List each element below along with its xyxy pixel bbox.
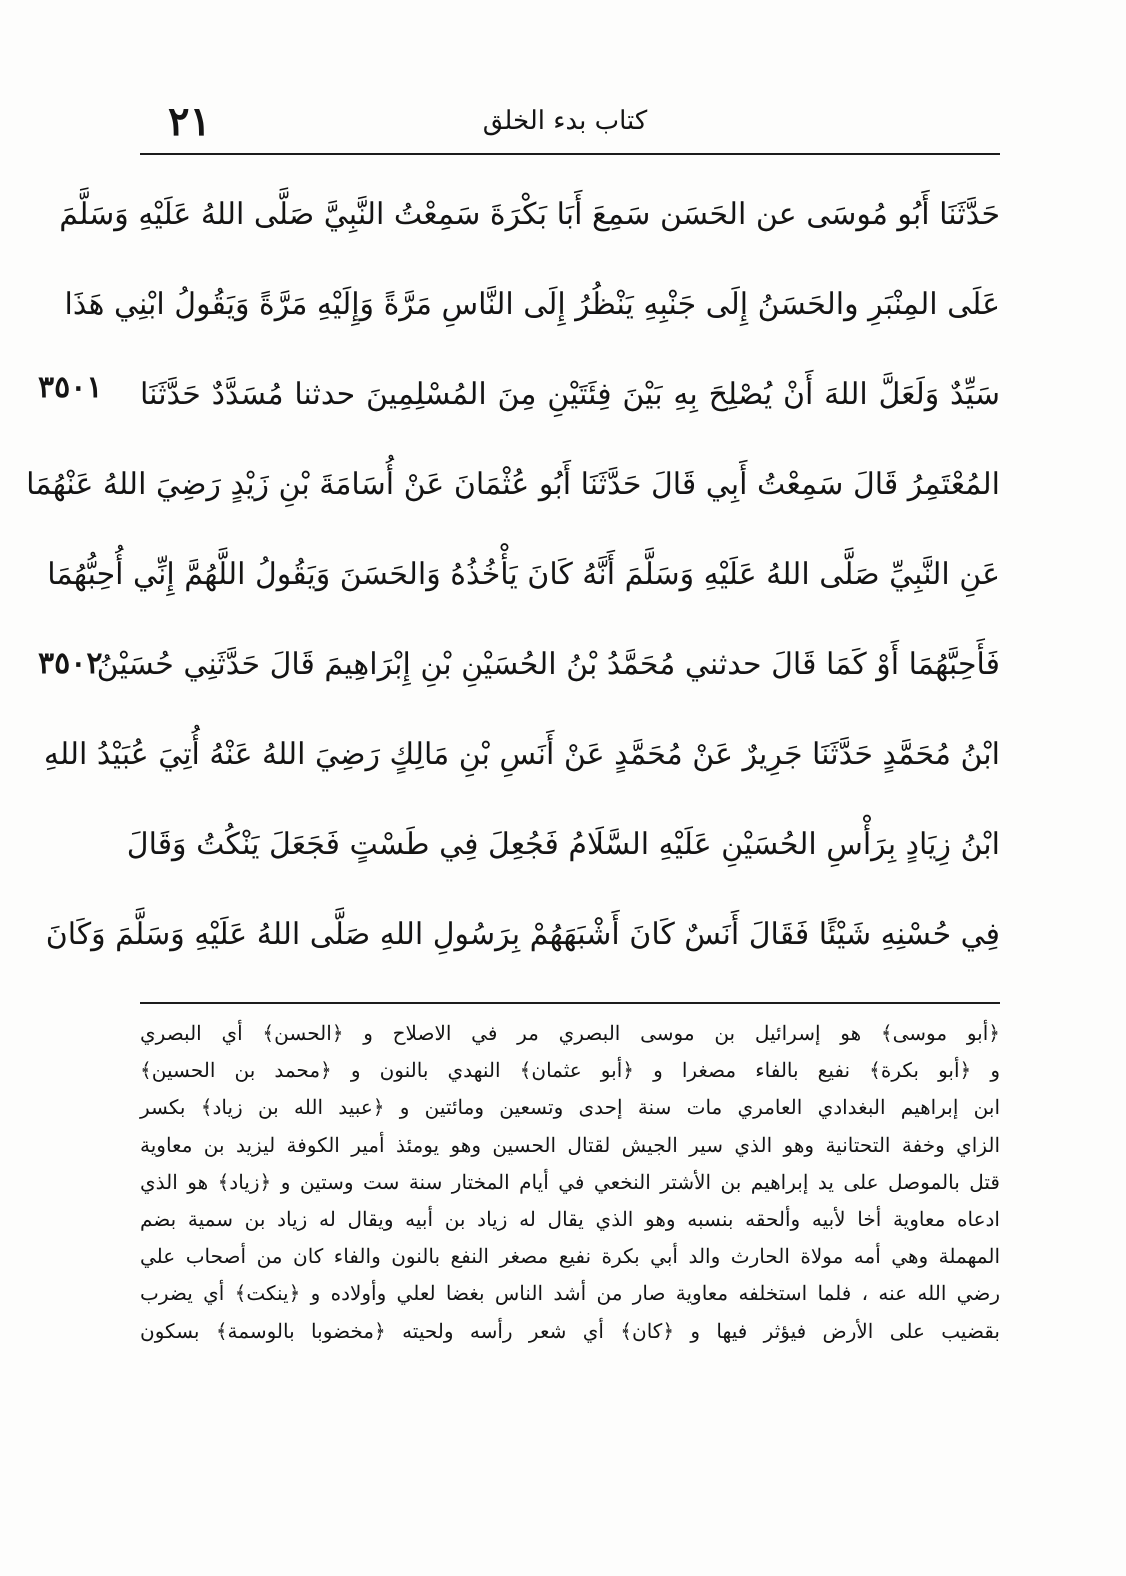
footnote-line-9: بقضيب على الأرض فيؤثر فيها و ﴿كان﴾ أي شعر رأسه ولحيته ﴿مخضوبا بالوسمة﴾ بسكون	[140, 1318, 1000, 1343]
main-line-6: فَأَحِبَّهُمَا أَوْ كَمَا قَالَ حدثني مُحَمَّدُ بْنُ الحُسَيْنِ بْنِ إِبْرَاهِيمَ قَالَ حَدَّثَنِي حُسَيْنُ	[96, 647, 1000, 682]
footnote-line-2: و ﴿أبو بكرة﴾ نفيع بالفاء مصغرا و ﴿أبو عثمان﴾ النهدي بالنون و ﴿محمد بن الحسين﴾	[140, 1058, 1000, 1083]
main-line-8: ابْنُ زِيَادٍ بِرَأْسِ الحُسَيْنِ عَلَيْهِ السَّلَامُ فَجُعِلَ فِي طَسْتٍ فَجَعَلَ يَنْكُتُ وَقَالَ	[126, 827, 1000, 862]
footnote-line-7: المهملة وهي أمه مولاة الحارث والد أبي بكرة نفيع مصغر النفع بالنون والفاء كان من أصحاب علي	[140, 1244, 1000, 1269]
main-line-2: عَلَى المِنْبَرِ والحَسَنُ إِلَى جَنْبِهِ يَنْظُرُ إِلَى النَّاسِ مَرَّةً وَإِلَيْهِ مَرَّةً وَيَقُولُ ابْنِي هَذَا	[64, 287, 1000, 322]
footnote-line-4: الزاي وخفة التحتانية وهو الذي سير الجيش لقتال الحسين وهو يومئذ أمير الكوفة ليزيد بن معاوية	[140, 1132, 1000, 1157]
main-line-9: فِي حُسْنِهِ شَيْئًا فَقَالَ أَنَسٌ كَانَ أَشْبَهَهُمْ بِرَسُولِ اللهِ صَلَّى اللهُ عَلَيْهِ وَسَلَّمَ وَكَانَ	[45, 917, 1000, 952]
header-rule	[140, 153, 1000, 155]
footnotes	[140, 1015, 1000, 1350]
hadith-number-3502: ٣٥٠٢	[38, 646, 103, 681]
running-title: كتاب بدء الخلق	[482, 106, 648, 136]
main-line-4: المُعْتَمِرُ قَالَ سَمِعْتُ أَبِي قَالَ حَدَّثَنَا أَبُو عُثْمَانَ عَنْ أُسَامَةَ بْنِ زَيْدٍ رَضِيَ اللهُ عَنْهُمَا	[26, 467, 1000, 502]
hadith-number-3501: ٣٥٠١	[38, 370, 103, 405]
main-line-7: ابْنُ مُحَمَّدٍ حَدَّثَنَا جَرِيرٌ عَنْ مُحَمَّدٍ عَنْ أَنَسِ بْنِ مَالِكٍ رَضِيَ اللهُ عَنْهُ أُتِيَ عُبَيْدُ اللهِ	[43, 737, 1000, 772]
footnote-line-3: ابن إبراهيم البغدادي العامري مات سنة إحدى وتسعين ومائتين و ﴿عبيد الله بن زياد﴾ بكسر	[140, 1095, 1000, 1120]
footnote-line-8: رضي الله عنه ، فلما استخلفه معاوية صار من أشد الناس بغضا لعلي وأولاده و ﴿ينكت﴾ أي يضرب	[140, 1281, 1000, 1306]
footnote-line-5: قتل بالموصل على يد إبراهيم بن الأشتر النخعي في أيام المختار سنة ست وستين و ﴿زياد﴾ هو الذي	[140, 1169, 1000, 1194]
main-line-3: سَيِّدٌ وَلَعَلَّ اللهَ أَنْ يُصْلِحَ بِهِ بَيْنَ فِئَتَيْنِ مِنَ المُسْلِمِينَ حدثنا مُسَدَّدٌ حَدَّثَنَا	[140, 377, 1000, 412]
footnote-separator	[140, 1002, 1000, 1004]
main-line-1: حَدَّثَنَا أَبُو مُوسَى عن الحَسَن سَمِعَ أَبَا بَكْرَةَ سَمِعْتُ النَّبِيَّ صَلَّى اللهُ عَلَيْهِ وَسَلَّمَ	[59, 197, 1000, 232]
footnote-line-6: ادعاه معاوية أخا لأبيه وألحقه بنسبه وهو الذي يقال له زياد بن أبيه ويقال له زياد بن سمية بضم	[140, 1206, 1000, 1231]
footnote-line-1: ﴿أبو موسى﴾ هو إسرائيل بن موسى البصري مر في الاصلاح و ﴿الحسن﴾ أي البصري	[140, 1021, 1000, 1045]
main-line-5: عَنِ النَّبِيِّ صَلَّى اللهُ عَلَيْهِ وَسَلَّمَ أَنَّهُ كَانَ يَأْخُذُهُ وَالحَسَنَ وَيَقُولُ اللَّهُمَّ إِنِّي أُحِبُّهُمَا	[47, 557, 1000, 592]
page-number: ٢١	[168, 98, 211, 145]
